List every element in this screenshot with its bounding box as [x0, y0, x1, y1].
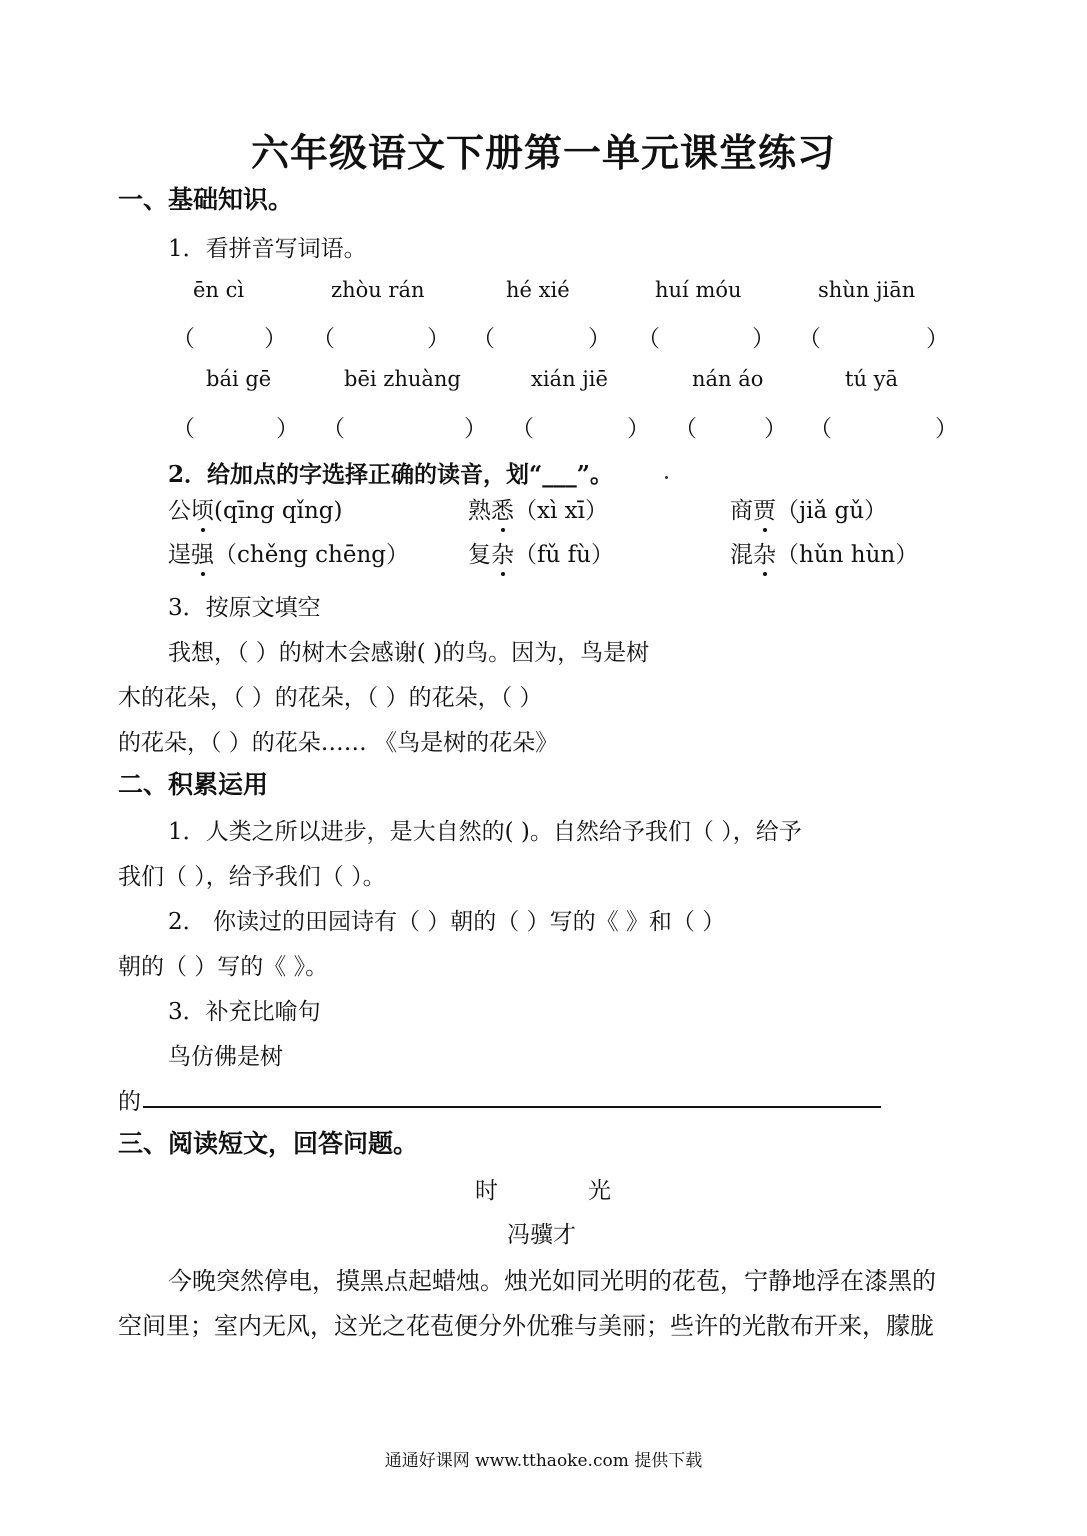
dotted-char: 强 [191, 536, 214, 569]
section-heading-reading: 三、阅读短文，回答问题。 [118, 1129, 419, 1158]
word-char: 复 [468, 542, 491, 568]
answer-box-close: ） [764, 416, 787, 442]
reading-author: 冯骥才 [507, 1222, 576, 1248]
pinyin-item: ēn cì [193, 278, 245, 302]
dotted-char: 杂 [753, 536, 776, 569]
pinyin-item: shùn jiān [818, 278, 916, 302]
pinyin-item: zhòu rán [331, 278, 425, 302]
fill-blank-line[interactable]: 木的花朵，（ ）的花朵，（ ）的花朵，（ ） [118, 685, 543, 711]
answer-box-close: ） [464, 416, 487, 442]
answer-box-open[interactable]: （ [637, 326, 660, 352]
answer-box-open[interactable]: （ [172, 416, 195, 442]
reading-title-char: 时 [475, 1178, 498, 1204]
pinyin-options: (qīng qǐng) [214, 498, 343, 524]
answer-box-close: ） [627, 416, 650, 442]
word-char: 逞 [168, 542, 191, 568]
reading-title-char: 光 [588, 1178, 611, 1204]
section-heading-accumulation: 二、积累运用 [118, 770, 269, 799]
fill-blank-line[interactable]: 1．人类之所以进步，是大自然的( )。自然给予我们（ ），给予 [168, 819, 802, 845]
reading-choice-item[interactable] [730, 536, 918, 569]
page-title: 六年级语文下册第一单元课堂练习 [250, 130, 836, 175]
pinyin-options: （hǔn hùn） [776, 542, 919, 568]
pinyin-item: tú yā [845, 367, 899, 391]
fill-blank-line[interactable]: 2． 你读过的田园诗有（ ）朝的（ ）写的《 》和（ ） [168, 909, 726, 935]
pinyin-item: bēi zhuàng [344, 367, 461, 391]
pinyin-options: （chěng chēng） [214, 542, 409, 568]
fill-blank-line[interactable]: 的花朵，（ ）的花朵…… 《鸟是树的花朵》 [118, 730, 559, 756]
pinyin-item: hé xié [506, 278, 570, 302]
question-3-label: 3．按原文填空 [168, 595, 321, 621]
answer-box-open[interactable]: （ [312, 326, 335, 352]
stray-dot-mark [665, 476, 668, 479]
fill-blank-line[interactable]: 我想，（ ）的树木会感谢( )的鸟。因为，鸟是树 [168, 640, 650, 666]
reading-choice-item[interactable] [468, 492, 608, 525]
reading-choice-item[interactable] [730, 492, 887, 525]
answer-box-open[interactable]: （ [511, 416, 534, 442]
dotted-char: 顷 [191, 492, 214, 525]
simile-prompt: 鸟仿佛是树 [168, 1044, 283, 1070]
reading-choice-item[interactable] [468, 536, 614, 569]
pinyin-item: xián jiē [531, 367, 608, 391]
question-3-simile-label: 3．补充比喻句 [168, 999, 321, 1025]
answer-box-close: ） [935, 416, 958, 442]
answer-box-open[interactable]: （ [322, 416, 345, 442]
pinyin-item: nán áo [692, 367, 764, 391]
answer-box-close: ） [276, 416, 299, 442]
answer-box-close: ） [926, 326, 949, 352]
answer-box-open[interactable]: （ [674, 416, 697, 442]
pinyin-options: （fǔ fù） [514, 542, 614, 568]
answer-box-close: ） [427, 326, 450, 352]
word-char: 公 [168, 498, 191, 524]
answer-box-close: ） [752, 326, 775, 352]
word-char: 熟 [468, 498, 491, 524]
answer-box-open[interactable]: （ [472, 326, 495, 352]
answer-box-open[interactable]: （ [809, 416, 832, 442]
reading-paragraph-line: 空间里；室内无风，这光之花苞便分外优雅与美丽；些许的光散布开来，朦胧 [118, 1312, 934, 1340]
reading-choice-item[interactable] [168, 536, 409, 569]
dotted-char: 悉 [491, 492, 514, 525]
word-char: 商 [730, 498, 753, 524]
dotted-char: 贾 [753, 492, 776, 525]
pinyin-item: huí móu [655, 278, 742, 302]
pinyin-options: （jiǎ gǔ） [776, 498, 888, 524]
pinyin-options: （xì xī） [514, 498, 608, 524]
footer-credit: 通通好课网 www.tthaoke.com 提供下载 [384, 1451, 703, 1471]
answer-box-close: ） [264, 326, 287, 352]
reading-paragraph-line: 今晚突然停电，摸黑点起蜡烛。烛光如同光明的花苞，宁静地浮在漆黑的 [168, 1267, 936, 1295]
word-char: 混 [730, 542, 753, 568]
section-heading-basics: 一、基础知识。 [118, 185, 294, 214]
answer-box-open[interactable]: （ [172, 326, 195, 352]
reading-choice-item[interactable] [168, 492, 343, 525]
dotted-char: 杂 [491, 536, 514, 569]
question-1-label: 1．看拼音写词语。 [168, 236, 367, 262]
fill-blank-line[interactable]: 朝的（ ）写的《 》。 [118, 954, 329, 980]
answer-underline[interactable] [143, 1106, 881, 1108]
question-2-label: 2．给加点的字选择正确的读音，划“___”。 [168, 461, 613, 488]
fill-blank-line[interactable]: 我们（ ），给予我们（ ）。 [118, 864, 386, 890]
answer-box-open[interactable]: （ [798, 326, 821, 352]
pinyin-item: bái gē [206, 367, 272, 391]
answer-box-close: ） [588, 326, 611, 352]
simile-line-start: 的 [118, 1089, 141, 1115]
